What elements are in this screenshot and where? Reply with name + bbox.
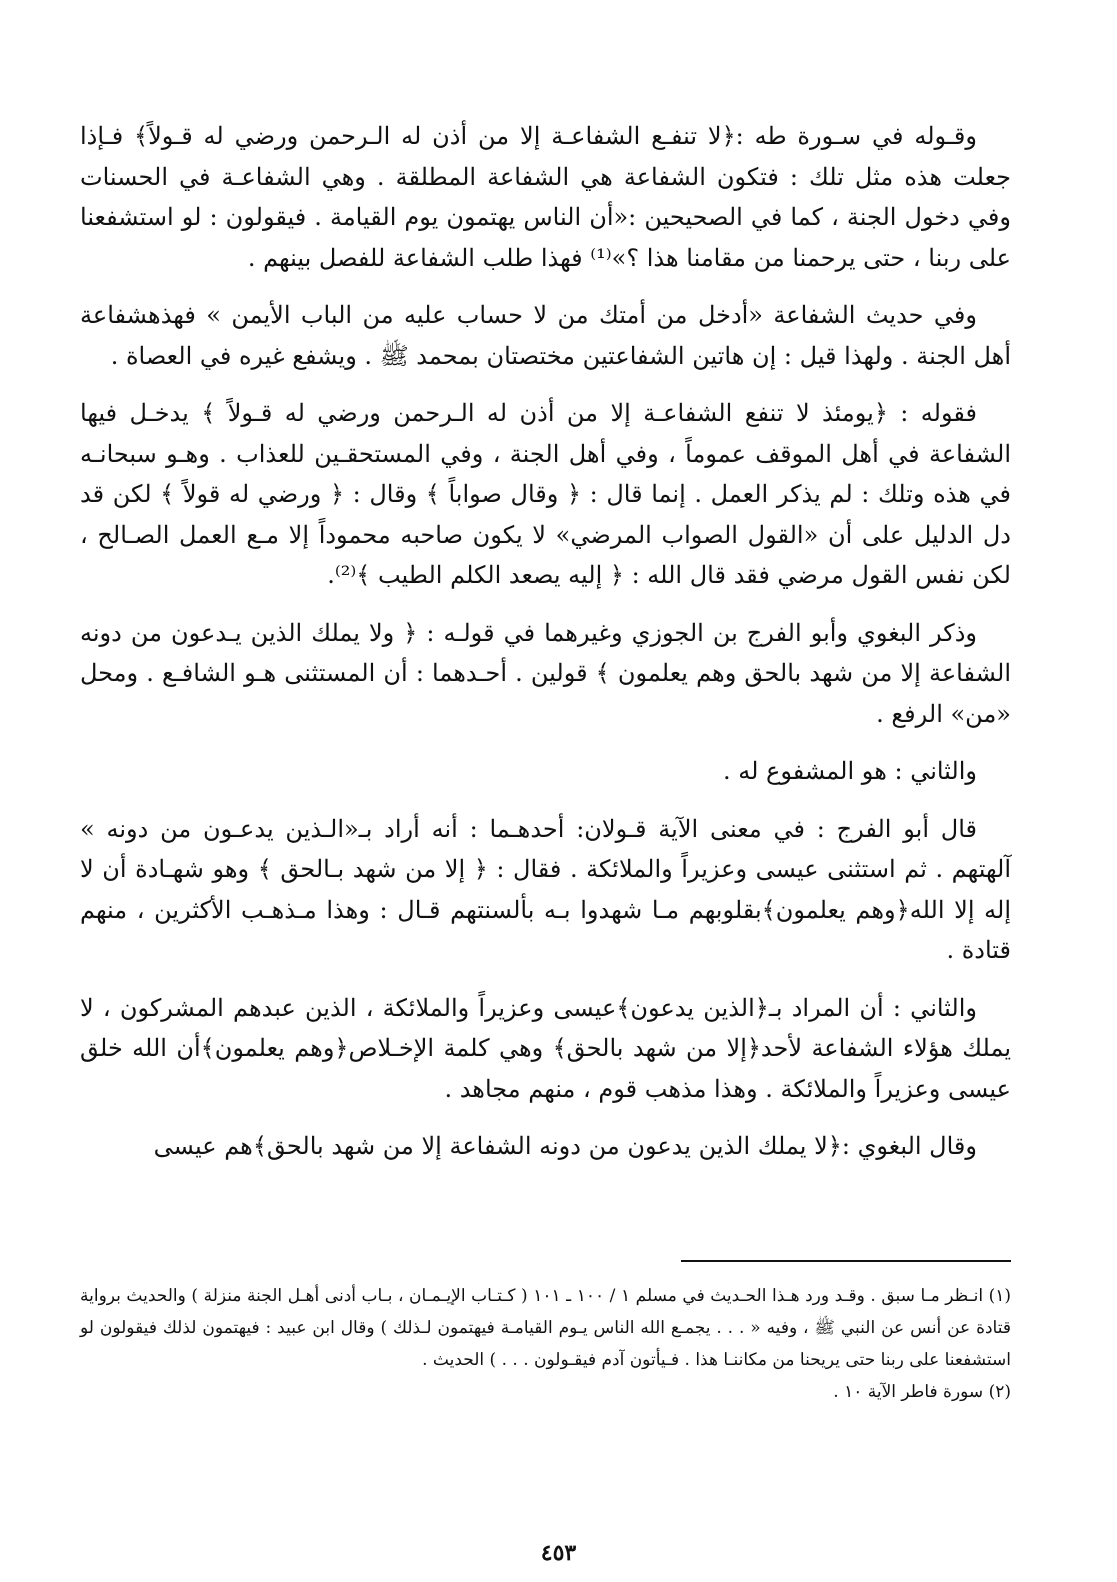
footnote-divider <box>681 1260 1011 1262</box>
paragraph-3: فقوله : ﴿يومئذ لا تنفع الشفاعـة إلا من أذن له الـرحمن ورضي له قـولاً ﴾ يدخـل فيها الشفاعة في أهل الموقف عموماً ، وفي أهل الجنة ، وفي المستحقـين للعذاب . وهـو سبحانـه في هذه وتلك : لم يذكر العمل . إنما قال : ﴿ وقال صواباً ﴾ وقال : ﴿ ورضي له قولاً ﴾ لكن قد دل الدليل على أن «القول الصواب المرضي» لا يكون صاحبه محموداً إلا مـع العمل الصـالح ، لكن نفس القول مرضي فقد قال الله : ﴿ إليه يصعد الكلم الطيب ﴾⁽²⁾. <box>80 399 1011 589</box>
footnote-2: (٢) سورة فاطر الآية ١٠ . <box>833 1382 1011 1402</box>
paragraph-6: قال أبو الفرج : في معنى الآية قـولان: أحدهـما : أنه أراد بـ«الـذين يدعـون من دونه » آلهتهم . ثم استثنى عيسى وعزيراً والملائكة . فقال : ﴿ إلا من شهد بـالحق ﴾ وهو شهـادة أن لا إله إلا الله﴿وهم يعلمون﴾بقلوبهم مـا شهدوا بـه بألسنتهم قـال : وهذا مـذهـب الأكثرين ، منهم قتادة . <box>80 814 1011 964</box>
footnotes <box>80 1280 1011 1408</box>
paragraph-4: وذكر البغوي وأبو الفرج بن الجوزي وغيرهما في قولـه : ﴿ ولا يملك الذين يـدعون من دونه الشفاعة إلا من شهد بالحق وهم يعلمون ﴾ قولين . أحـدهما : أن المستثنى هـو الشافـع . ومحل «من» الرفع . <box>80 618 1011 728</box>
footnote-1: (١) انـظر مـا سبق . وقـد ورد هـذا الحـديث في مسلم ١ / ١٠٠ ـ ١٠١ ( كـتـاب الإيـمـان ، بـاب أدنى أهـل الجنة منزلة ) والحديث برواية قتادة عن أنس عن النبي ﷺ ، وفيه « . . . يجمـع الله الناس يـوم القيامـة فيهتمون لـذلك ) وقال ابن عبيد : فيهتمون لذلك فيقولون لو استشفعنا على ربنا حتى يريحنا من مكاننـا هذا . فـيأتون آدم فيقـولون . . . ) الحديث . <box>80 1286 1011 1370</box>
paragraph-7: والثاني : أن المراد بـ﴿الذين يدعون﴾عيسى وعزيراً والملائكة ، الذين عبدهم المشركون ، لا يملك هؤلاء الشفاعة لأحد﴿إلا من شهد بالحق﴾ وهي كلمة الإخـلاص﴿وهم يعلمون﴾أن الله خلق عيسى وعزيراً والملائكة . وهذا مذهب قوم ، منهم مجاهد . <box>80 993 1011 1103</box>
page-number: ٤٥٣ <box>540 1540 577 1566</box>
paragraph-2: وفي حديث الشفاعة «أدخل من أمتك من لا حساب عليه من الباب الأيمن » فهذهشفاعة أهل الجنة . ولهذا قيل : إن هاتين الشفاعتين مختصتان بمحمد ﷺ . ويشفع غيره في العصاة . <box>80 301 1011 370</box>
paragraph-5: والثاني : هو المشفوع له . <box>722 757 977 785</box>
paragraph-1: وقـوله في سـورة طه :﴿لا تنفـع الشفاعـة إلا من أذن له الـرحمن ورضي له قـولاً﴾ فـإذا جعلت هذه مثل تلك : فتكون الشفاعة هي الشفاعة المطلقة . وهي الشفاعـة في الحسنات وفي دخول الجنة ، كما في الصحيحين :«أن الناس يهتمون يوم القيامة . فيقولون : لو استشفعنا على ربنا ، حتى يرحمنا من مقامنا هذا ؟»⁽¹⁾ فهذا طلب الشفاعة للفصل بينهم . <box>80 122 1011 272</box>
paragraph-8: وقال البغوي :﴿لا يملك الذين يدعون من دونه الشفاعة إلا من شهد بالحق﴾هم عيسى <box>153 1132 977 1160</box>
